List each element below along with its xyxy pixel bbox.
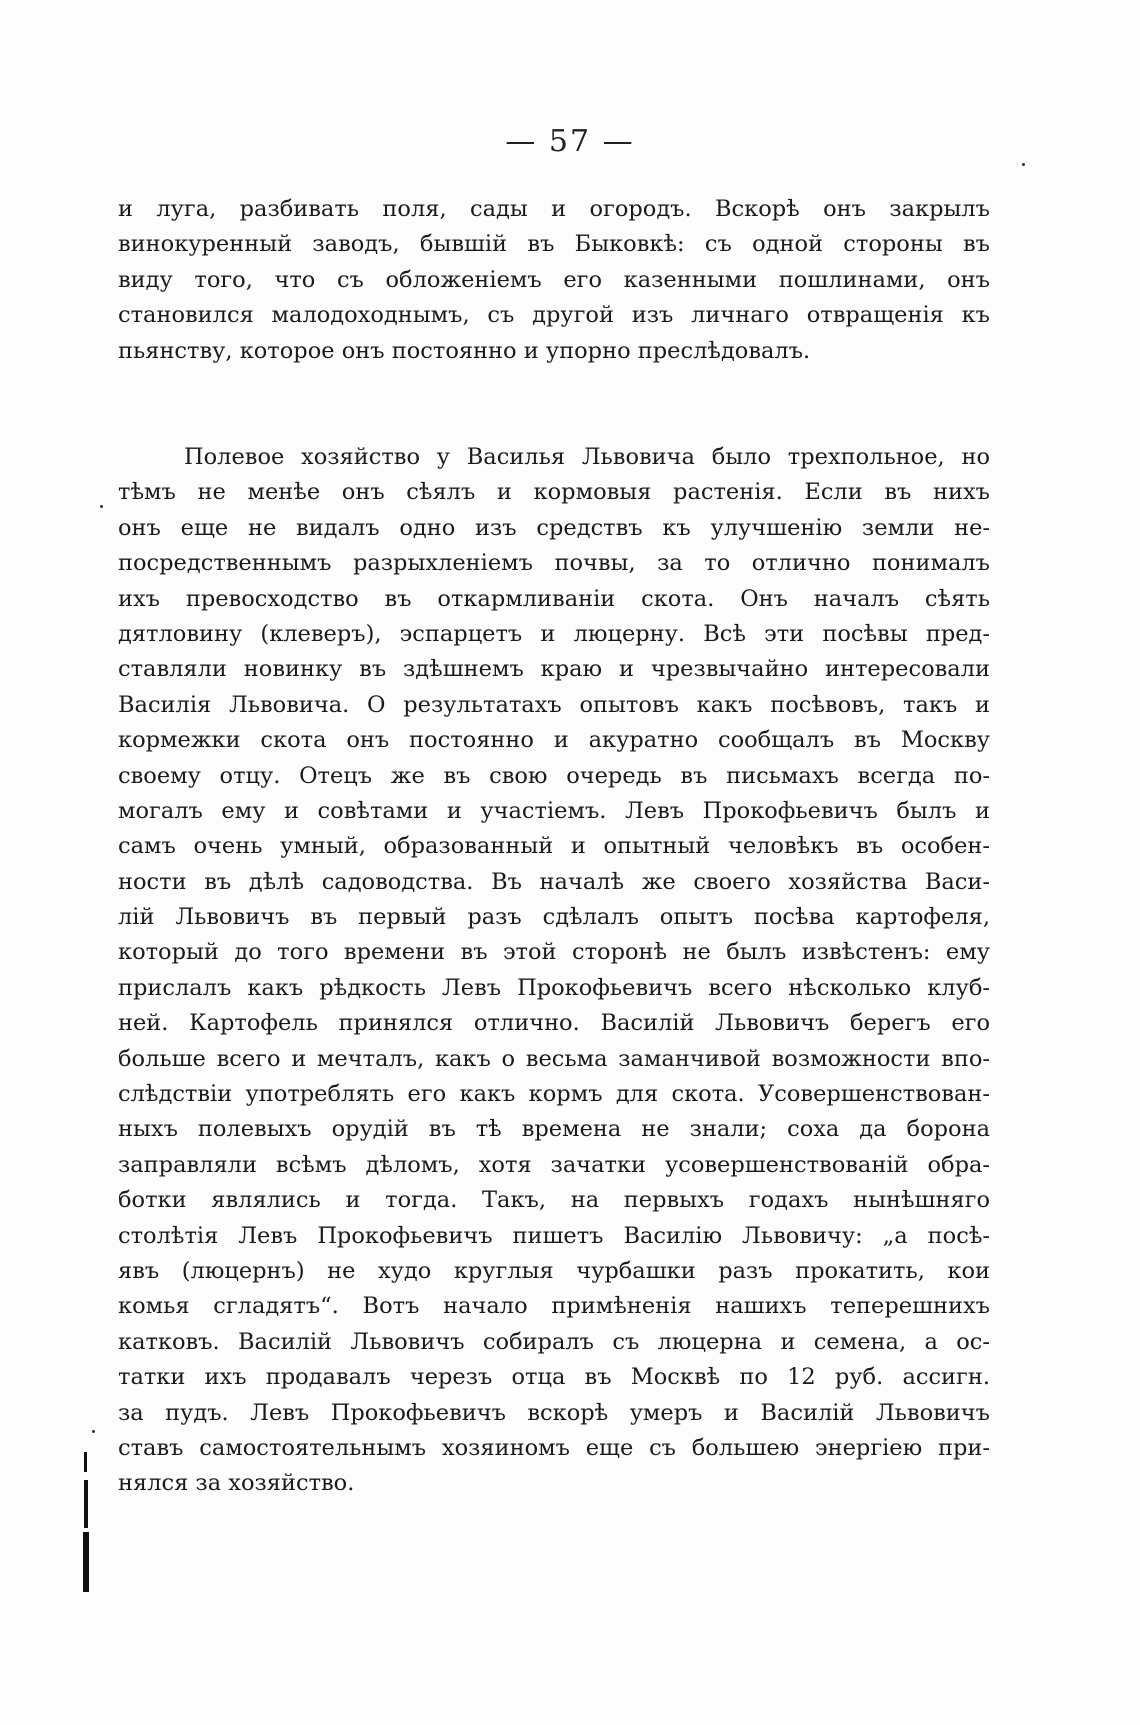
text-line: ставъ самостоятельнымъ хозяиномъ еще съ большею энергіею при-: [118, 1434, 990, 1461]
scan-margin-mark: [83, 1532, 89, 1592]
text-line: посредственнымъ разрыхленіемъ почвы, за то отлично понималъ: [118, 550, 990, 577]
text-line: и луга, разбивать поля, сады и огородъ. Вскорѣ онъ закрылъ: [118, 196, 990, 222]
paragraph-2: [118, 440, 990, 1502]
text-line: катковъ. Василій Львовичъ собиралъ съ люцерна и семена, а ос-: [118, 1328, 990, 1355]
text-line: прислалъ какъ рѣдкость Левъ Прокофьевичъ всего нѣсколько клуб-: [118, 974, 990, 1001]
page-number: — 57 —: [505, 124, 635, 159]
text-line: который до того времени въ этой сторонѣ не былъ извѣстенъ: ему: [118, 939, 990, 966]
text-line: Полевое хозяйство у Василья Львовича было трехпольное, но: [184, 444, 990, 470]
text-line: комья сгладятъ“. Вотъ начало примѣненія нашихъ теперешнихъ: [118, 1293, 990, 1320]
text-line: ставляли новинку въ здѣшнемъ краю и чрезвычайно интересовали: [118, 656, 990, 683]
text-line: ныхъ полевыхъ орудій въ тѣ времена не знали; соха да борона: [118, 1116, 990, 1143]
text-line: столѣтія Левъ Прокофьевичъ пишетъ Василію Львовичу: „а посѣ-: [118, 1222, 990, 1249]
text-line: становился малодоходнымъ, съ другой изъ личнаго отвращенія къ: [118, 302, 990, 329]
text-line: слѣдствіи употреблять его какъ кормъ для скота. Усовершенствован-: [118, 1081, 990, 1108]
scan-margin-mark: [84, 1452, 87, 1472]
text-line: онъ еще не видалъ одно изъ средствъ къ улучшенію земли не-: [118, 514, 990, 541]
text-line: заправляли всѣмъ дѣломъ, хотя зачатки усовершенствованій обра-: [118, 1151, 990, 1178]
text-line: татки ихъ продавалъ черезъ отца въ Москвѣ по 12 руб. ассигн.: [118, 1364, 990, 1391]
text-line: за пудъ. Левъ Прокофьевичъ вскорѣ умеръ и Василій Львовичъ: [118, 1399, 990, 1426]
text-line: ности въ дѣлѣ садоводства. Въ началѣ же своего хозяйства Васи-: [118, 868, 990, 895]
scan-dot: [100, 505, 103, 508]
text-line: больше всего и мечталъ, какъ о весьма заманчивой возможности впо-: [118, 1045, 990, 1072]
scan-dot: [1022, 163, 1025, 166]
text-line: своему отцу. Отецъ же въ свою очередь въ письмахъ всегда по-: [118, 762, 990, 789]
text-line: тѣмъ не менѣе онъ сѣялъ и кормовыя растенія. Если въ нихъ: [118, 479, 990, 506]
text-line: ботки являлись и тогда. Такъ, на первыхъ годахъ нынѣшняго: [118, 1187, 990, 1214]
text-line: Василія Львовича. О результатахъ опытовъ какъ посѣвовъ, такъ и: [118, 691, 990, 718]
text-line: винокуренный заводъ, бывшій въ Быковкѣ: съ одной стороны въ: [118, 231, 990, 258]
scan-margin-mark: [84, 1480, 88, 1528]
text-line: пьянству, которое онъ постоянно и упорно преслѣдовалъ.: [118, 337, 811, 364]
paragraph-1: [118, 192, 990, 369]
text-line: явъ (люцернъ) не худо круглыя чурбашки разъ прокатить, кои: [118, 1257, 990, 1284]
text-line: кормежки скота онъ постоянно и акуратно сообщалъ въ Москву: [118, 727, 990, 754]
text-line: лій Львовичъ въ первый разъ сдѣлалъ опытъ посѣва картофеля,: [118, 904, 990, 931]
text-line: дятловину (клеверъ), эспарцетъ и люцерну. Всѣ эти посѣвы пред-: [118, 620, 990, 647]
text-line: ихъ превосходство въ откармливаніи скота. Онъ началъ сѣять: [118, 585, 990, 612]
text-line: ней. Картофель принялся отлично. Василій Львовичъ берегъ его: [118, 1010, 990, 1037]
scan-dot: [92, 1430, 95, 1433]
text-line: могалъ ему и совѣтами и участіемъ. Левъ Прокофьевичъ былъ и: [118, 797, 990, 824]
text-line: виду того, что съ обложеніемъ его казенными пошлинами, онъ: [118, 266, 990, 293]
text-line: самъ очень умный, образованный и опытный человѣкъ въ особен-: [118, 833, 990, 860]
text-line: нялся за хозяйство.: [118, 1470, 355, 1497]
